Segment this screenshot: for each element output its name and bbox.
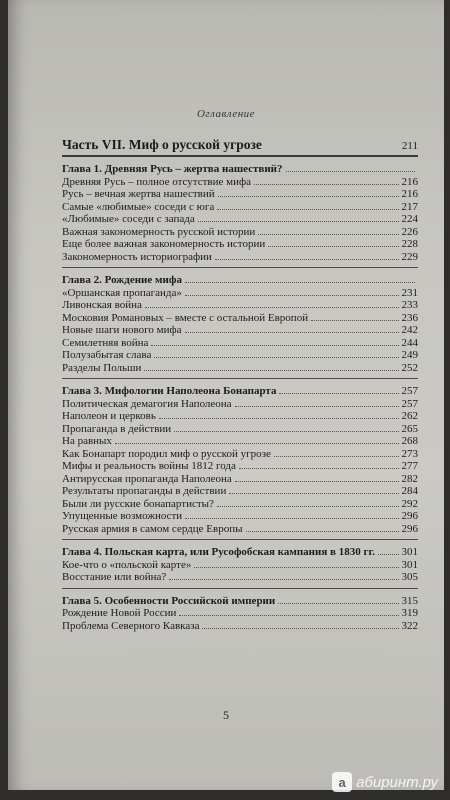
toc-entry-page: 231	[401, 286, 418, 299]
dot-leader	[229, 493, 398, 494]
toc-entry-page: 265	[401, 422, 418, 435]
dot-leader	[151, 345, 398, 346]
chapter-block	[62, 274, 418, 379]
dot-leader	[218, 196, 399, 197]
chapter-title: Глава 1. Древняя Русь – жертва нашествий?	[62, 163, 283, 175]
part-title: Часть VII. Миф о русской угрозе	[62, 137, 262, 152]
part-rule	[62, 155, 418, 157]
dot-leader	[311, 320, 398, 321]
toc-entry-page: 249	[401, 349, 418, 361]
toc-entry-page: 244	[401, 336, 418, 349]
toc-entry	[62, 188, 418, 201]
toc-entry-page: 319	[401, 607, 418, 619]
toc-entry-title: Семилетняя война	[62, 336, 149, 349]
dot-leader	[286, 171, 415, 172]
toc-entry-title: Новые шаги нового мифа	[62, 324, 182, 336]
dot-leader	[217, 209, 398, 210]
toc-entry	[62, 607, 418, 620]
toc-entry-title: Проблема Северного Кавказа	[62, 619, 200, 632]
toc-entry-title: Русская армия в самом сердце Европы	[62, 522, 243, 535]
dot-leader	[215, 259, 399, 260]
chapter-title: Глава 5. Особенности Российской империи	[62, 594, 276, 607]
toc-entry-title: Антирусская пропаганда Наполеона	[62, 472, 232, 485]
book-page	[8, 0, 444, 790]
chapter-title: Глава 3. Мифологии Наполеона Бонапарта	[62, 385, 277, 397]
toc-entry	[62, 620, 418, 633]
part-page: 211	[401, 140, 418, 152]
dot-leader	[278, 603, 398, 604]
dot-leader	[144, 370, 398, 371]
toc-entry	[62, 324, 418, 337]
running-header: Оглавление	[196, 108, 256, 120]
dot-leader	[202, 628, 398, 629]
dot-leader	[246, 531, 399, 532]
chapter-page: 315	[401, 594, 418, 607]
chapter-rule	[62, 267, 418, 268]
dot-leader	[159, 418, 399, 419]
toc-entry-title: Пропаганда в действии	[62, 422, 172, 435]
dot-leader	[279, 393, 398, 394]
page-number: 5	[223, 708, 229, 722]
dot-leader	[235, 406, 399, 407]
dot-leader	[115, 443, 399, 444]
toc-entry-title: Полузабытая слава	[62, 349, 152, 361]
toc-entry-title: «Оршанская пропаганда»	[62, 286, 182, 299]
chapter-title: Глава 4. Польская карта, или Русофобская кампания в 1830 гг.	[62, 546, 376, 558]
toc-entry-page: 296	[401, 510, 418, 522]
chapter-heading	[62, 546, 418, 559]
table-of-contents	[62, 128, 418, 632]
toc-entry-page: 224	[401, 213, 418, 225]
toc-entry-page: 242	[401, 324, 418, 336]
toc-entry	[62, 251, 418, 264]
chapter-rule	[62, 378, 418, 379]
chapter-title: Глава 2. Рождение мифа	[62, 274, 182, 286]
chapter-block	[62, 595, 418, 633]
toc-entry-title: Восстание или война?	[62, 571, 167, 583]
toc-entry	[62, 473, 418, 486]
dot-leader	[194, 567, 398, 568]
toc-entry-page: 216	[401, 175, 418, 188]
toc-entry-page: 257	[401, 397, 418, 410]
chapter-block	[62, 385, 418, 540]
toc-entry	[62, 201, 418, 214]
chapter-list	[62, 163, 418, 632]
toc-entry	[62, 226, 418, 239]
toc-entry-title: Кое-что о «польской карте»	[62, 558, 192, 571]
chapter-page: 257	[401, 385, 418, 397]
toc-entry-page: 262	[401, 410, 418, 422]
labirint-logo-icon: a	[332, 772, 352, 792]
toc-entry-title: Русь – вечная жертва нашествий	[62, 188, 215, 200]
toc-entry-title: Закономерность историографии	[62, 250, 212, 263]
dot-leader	[174, 431, 398, 432]
dot-leader	[274, 456, 399, 457]
toc-entry	[62, 571, 418, 584]
dot-leader	[179, 615, 398, 616]
toc-entry	[62, 299, 418, 312]
toc-entry-page: 217	[401, 200, 418, 213]
toc-entry	[62, 523, 418, 536]
dot-leader	[169, 579, 398, 580]
toc-entry-page: 282	[401, 472, 418, 485]
toc-entry-page: 268	[401, 435, 418, 447]
dot-leader	[185, 518, 398, 519]
toc-entry-title: Древняя Русь – полное отсутствие мифа	[62, 175, 251, 188]
toc-entry	[62, 559, 418, 572]
toc-entry	[62, 485, 418, 498]
toc-entry-title: Результаты пропаганды в действии	[62, 485, 227, 497]
toc-entry	[62, 176, 418, 189]
dot-leader	[378, 554, 398, 555]
toc-entry	[62, 448, 418, 461]
toc-entry-title: Упущенные возможности	[62, 510, 183, 522]
toc-entry-page: 236	[401, 311, 418, 324]
toc-entry-page: 233	[401, 299, 418, 311]
toc-entry	[62, 398, 418, 411]
toc-entry-page: 301	[401, 558, 418, 571]
toc-entry-page: 228	[401, 238, 418, 250]
toc-entry	[62, 435, 418, 448]
toc-entry-page: 284	[401, 485, 418, 497]
toc-entry-title: Рождение Новой России	[62, 607, 177, 619]
toc-entry-page: 296	[401, 522, 418, 535]
toc-entry-page: 277	[401, 460, 418, 472]
toc-entry	[62, 410, 418, 423]
toc-entry	[62, 498, 418, 511]
toc-entry	[62, 362, 418, 375]
toc-entry-page: 273	[401, 447, 418, 460]
toc-entry-page: 292	[401, 497, 418, 510]
dot-leader	[239, 468, 399, 469]
chapter-page: 301	[401, 546, 418, 558]
dot-leader	[258, 234, 398, 235]
toc-entry-page: 252	[401, 361, 418, 374]
chapter-block	[62, 546, 418, 589]
chapter-heading	[62, 274, 418, 287]
toc-entry-title: Еще более важная закономерность истории	[62, 238, 266, 250]
dot-leader	[145, 307, 399, 308]
toc-entry-title: Наполеон и церковь	[62, 410, 156, 422]
dot-leader	[198, 221, 399, 222]
toc-entry-title: Самые «любимые» соседи с юга	[62, 200, 215, 213]
toc-entry	[62, 460, 418, 473]
chapter-rule	[62, 588, 418, 589]
dot-leader	[154, 357, 398, 358]
watermark	[332, 772, 438, 792]
dot-leader	[185, 282, 415, 283]
chapter-heading	[62, 163, 418, 176]
watermark-text: абиринт.ру	[356, 773, 438, 791]
toc-entry-page: 229	[401, 250, 418, 263]
chapter-rule	[62, 539, 418, 540]
chapter-heading	[62, 385, 418, 398]
dot-leader	[254, 184, 399, 185]
toc-entry-title: Политическая демагогия Наполеона	[62, 397, 232, 410]
dot-leader	[268, 246, 398, 247]
toc-entry	[62, 337, 418, 350]
toc-entry	[62, 312, 418, 325]
toc-entry-title: Мифы и реальность войны 1812 года	[62, 460, 236, 472]
dot-leader	[235, 481, 399, 482]
toc-entry-page: 322	[401, 619, 418, 632]
toc-entry-title: Разделы Польши	[62, 361, 142, 374]
toc-entry	[62, 287, 418, 300]
toc-entry	[62, 423, 418, 436]
toc-entry-title: Московия Романовых – вместе с остальной Европой	[62, 311, 309, 324]
toc-entry	[62, 349, 418, 362]
toc-entry-page: 216	[401, 188, 418, 200]
toc-entry-title: «Любимые» соседи с запада	[62, 213, 195, 225]
part-heading	[62, 134, 418, 153]
toc-entry-title: Были ли русские бонапартисты?	[62, 497, 214, 510]
toc-entry	[62, 238, 418, 251]
dot-leader	[185, 332, 399, 333]
dot-leader	[185, 295, 399, 296]
toc-entry	[62, 213, 418, 226]
toc-entry-title: На равных	[62, 435, 112, 447]
toc-entry-page: 305	[401, 571, 418, 583]
toc-entry-title: Важная закономерность русской истории	[62, 225, 256, 238]
chapter-heading	[62, 595, 418, 608]
toc-entry-page: 226	[401, 225, 418, 238]
toc-entry-title: Ливонская война	[62, 299, 142, 311]
toc-entry-title: Как Бонапарт породил миф о русской угрозе	[62, 447, 271, 460]
chapter-block	[62, 163, 418, 268]
dot-leader	[217, 506, 399, 507]
toc-entry	[62, 510, 418, 523]
